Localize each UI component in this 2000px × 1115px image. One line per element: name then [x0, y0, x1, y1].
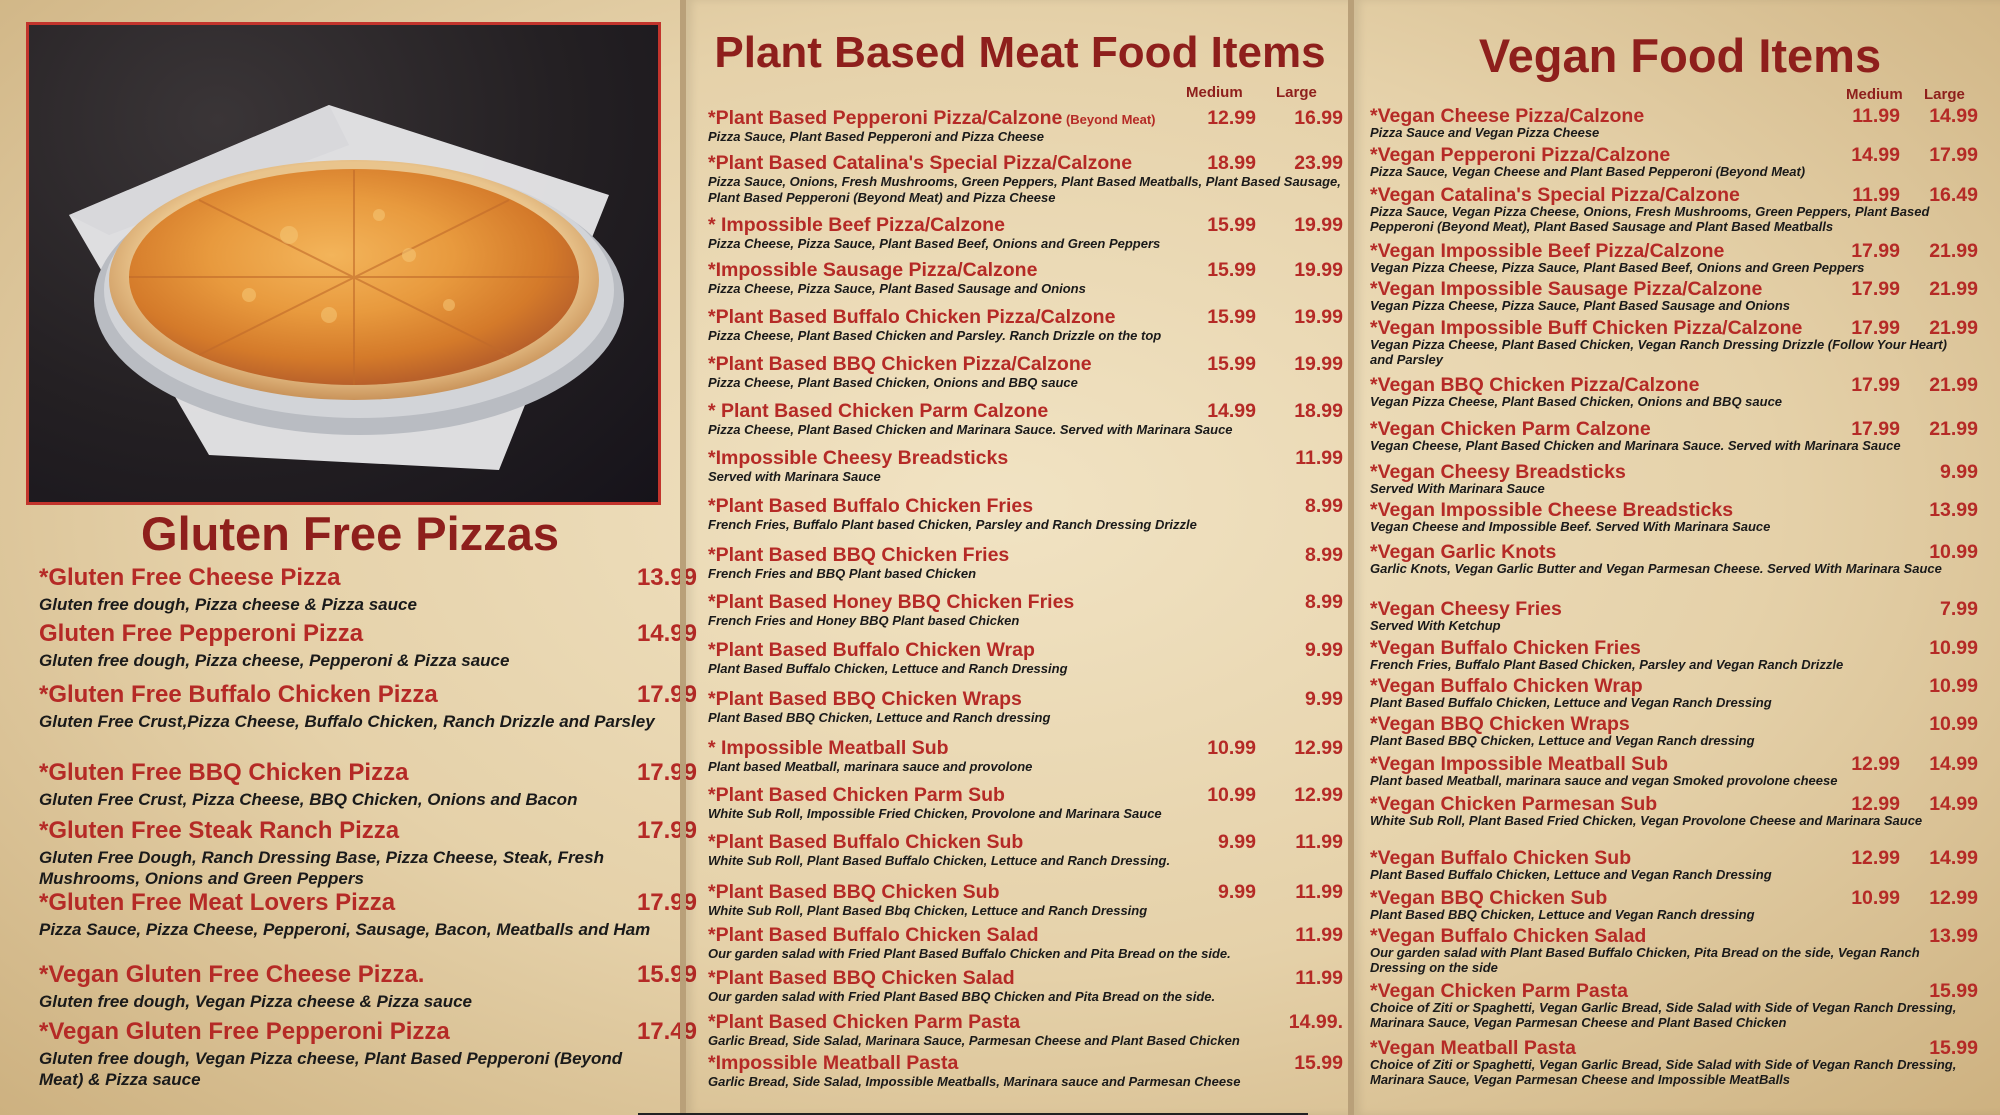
item-name: *Vegan Cheesy Fries [1370, 598, 1562, 620]
item-price: 17.99 [636, 889, 697, 916]
gluten-free-panel [0, 0, 697, 1115]
item-description: Vegan Cheese and Impossible Beef. Served With Marinara Sauce [1370, 519, 1771, 534]
item-description: Served with Marinara Sauce [708, 469, 881, 484]
item-description: Gluten free dough, Vegan Pizza cheese & Pizza sauce [39, 992, 473, 1011]
item-price-large: 7.99 [1940, 598, 1978, 620]
item-price-medium: 15.99 [1207, 259, 1256, 281]
item-name: *Vegan Impossible Sausage Pizza/Calzone [1370, 278, 1763, 300]
item-name: *Vegan Impossible Meatball Sub [1370, 753, 1668, 775]
item-description: French Fries and Honey BBQ Plant based Chicken [708, 613, 1020, 628]
item-price-large: 12.99 [1929, 887, 1978, 909]
item-description: Gluten Free Dough, Ranch Dressing Base, Pizza Cheese, Steak, Fresh Mushrooms, Onions and Green Peppers [39, 848, 604, 888]
item-name: *Plant Based BBQ Chicken Fries [708, 544, 1010, 566]
item-name: *Vegan BBQ Chicken Sub [1370, 887, 1608, 909]
item-price-large: 14.99. [1288, 1011, 1343, 1033]
item-price-medium: 17.99 [1851, 374, 1900, 396]
item-description: Pizza Cheese, Plant Based Chicken, Onions and BBQ sauce [708, 375, 1078, 390]
item-name: *Impossible Cheesy Breadsticks [708, 447, 1009, 469]
item-name: *Plant Based Pepperoni Pizza/Calzone (Beyond Meat) [708, 107, 1156, 129]
item-name: *Plant Based Chicken Parm Pasta [708, 1011, 1021, 1033]
item-price-large: 8.99 [1305, 544, 1343, 566]
item-name: *Plant Based Honey BBQ Chicken Fries [708, 591, 1075, 613]
item-price-medium: 15.99 [1207, 306, 1256, 328]
item-name: *Gluten Free BBQ Chicken Pizza [39, 759, 409, 786]
item-name: *Gluten Free Buffalo Chicken Pizza [39, 681, 438, 708]
item-price: 13.99 [636, 564, 697, 591]
item-price-large: 14.99 [1929, 753, 1978, 775]
item-price-medium: 14.99 [1207, 400, 1256, 422]
item-price: 17.99 [636, 759, 697, 786]
item-name: *Vegan BBQ Chicken Pizza/Calzone [1370, 374, 1700, 396]
item-price-large: 11.99 [1295, 831, 1343, 853]
item-name: *Vegan Impossible Buff Chicken Pizza/Calzone [1370, 317, 1803, 339]
item-price-large: 12.99 [1294, 737, 1343, 759]
item-description: Choice of Ziti or Spaghetti, Vegan Garlic Bread, Side Salad with Side of Vegan Ranch Dressing, Marinara Sauce, Vegan Parmesan Cheese and Impossible MeatBalls [1370, 1057, 1957, 1087]
item-name: *Impossible Meatball Pasta [708, 1052, 959, 1074]
item-price-medium: 12.99 [1851, 753, 1900, 775]
item-price-large: 16.99 [1294, 107, 1343, 129]
item-price-large: 14.99 [1929, 793, 1978, 815]
item-price-large: 11.99 [1295, 924, 1343, 946]
item-name: *Plant Based Buffalo Chicken Sub [708, 831, 1024, 853]
item-name: *Vegan Gluten Free Pepperoni Pizza [39, 1018, 450, 1045]
item-price-large: 9.99 [1940, 461, 1978, 483]
item-description: Plant Based Buffalo Chicken, Lettuce and Vegan Ranch Dressing [1370, 695, 1772, 710]
item-price-large: 21.99 [1929, 278, 1978, 300]
item-price-large: 15.99 [1929, 1037, 1978, 1059]
item-description: Plant Based BBQ Chicken, Lettuce and Vegan Ranch dressing [1370, 907, 1755, 922]
item-description: Plant Based Buffalo Chicken, Lettuce and Vegan Ranch Dressing [1370, 867, 1772, 882]
vegan-panel [1348, 0, 2000, 1115]
item-price-large: 19.99 [1294, 214, 1343, 236]
item-description: White Sub Roll, Impossible Fried Chicken, Provolone and Marinara Sauce [708, 806, 1162, 821]
item-description: Vegan Cheese, Plant Based Chicken and Marinara Sauce. Served with Marinara Sauce [1370, 438, 1901, 453]
item-description: Pizza Sauce, Pizza Cheese, Pepperoni, Sausage, Bacon, Meatballs and Ham [39, 920, 651, 939]
item-price-large: 13.99 [1929, 499, 1978, 521]
item-description: Served With Marinara Sauce [1370, 481, 1545, 496]
item-price-medium: 10.99 [1851, 887, 1900, 909]
item-description: Our garden salad with Fried Plant Based BBQ Chicken and Pita Bread on the side. [708, 989, 1216, 1004]
item-name-suffix: (Beyond Meat) [1062, 112, 1156, 127]
item-description: Gluten Free Crust, Pizza Cheese, BBQ Chicken, Onions and Bacon [39, 790, 578, 809]
item-price-large: 9.99 [1305, 639, 1343, 661]
item-description: Pizza Sauce, Plant Based Pepperoni and Pizza Cheese [708, 129, 1044, 144]
item-name: *Vegan Buffalo Chicken Fries [1370, 637, 1641, 659]
item-description: Our garden salad with Plant Based Buffalo Chicken, Pita Bread on the side, Vegan Ranch Dressing on the side [1370, 945, 1920, 975]
item-description: Pizza Sauce, Onions, Fresh Mushrooms, Green Peppers, Plant Based Meatballs, Plant Based Sausage, Plant Based Pepperoni (Beyond Meat) and Pizza Cheese [708, 174, 1341, 205]
item-name: *Vegan Impossible Cheese Breadsticks [1370, 499, 1734, 521]
item-price-large: 21.99 [1929, 317, 1978, 339]
item-name: *Gluten Free Steak Ranch Pizza [39, 817, 400, 844]
item-name: *Vegan Chicken Parmesan Sub [1370, 793, 1658, 815]
plant-based-title: Plant Based Meat Food Items [714, 28, 1326, 77]
item-name: *Impossible Sausage Pizza/Calzone [708, 259, 1038, 281]
item-price: 17.99 [636, 817, 697, 844]
item-price-large: 21.99 [1929, 240, 1978, 262]
item-price-large: 18.99 [1294, 400, 1343, 422]
item-price-large: 10.99 [1929, 713, 1978, 735]
item-price-medium: 18.99 [1207, 152, 1256, 174]
item-description: Pizza Sauce and Vegan Pizza Cheese [1370, 125, 1600, 140]
item-name: *Plant Based BBQ Chicken Pizza/Calzone [708, 353, 1092, 375]
item-description: Choice of Ziti or Spaghetti, Vegan Garlic Bread, Side Salad with Side of Vegan Ranch Dressing, Marinara Sauce, Vegan Parmesan Cheese and Plant Based Chicken [1370, 1000, 1957, 1030]
pizza-image-icon [29, 25, 658, 502]
item-description: Plant Based Buffalo Chicken, Lettuce and Ranch Dressing [708, 661, 1068, 676]
item-price-large: 16.49 [1929, 184, 1978, 206]
item-name: *Plant Based BBQ Chicken Salad [708, 967, 1015, 989]
item-name: *Vegan Chicken Parm Calzone [1370, 418, 1651, 440]
item-name: *Vegan Cheese Pizza/Calzone [1370, 105, 1645, 127]
item-description: Gluten free dough, Pizza cheese, Pepperoni & Pizza sauce [39, 651, 510, 670]
item-name: *Vegan Buffalo Chicken Salad [1370, 925, 1647, 947]
item-price-large: 9.99 [1305, 688, 1343, 710]
item-description: Pizza Sauce, Vegan Pizza Cheese, Onions, Fresh Mushrooms, Green Peppers, Plant Based Pepperoni (Beyond Meat), Plant Based Sausage and Plant Based Meatballs [1370, 204, 1930, 234]
item-price-medium: 17.99 [1851, 317, 1900, 339]
item-description: Garlic Bread, Side Salad, Impossible Meatballs, Marinara sauce and Parmesan Cheese [708, 1074, 1241, 1089]
item-description: Pizza Cheese, Pizza Sauce, Plant Based Sausage and Onions [708, 281, 1086, 296]
item-description: Vegan Pizza Cheese, Plant Based Chicken, Vegan Ranch Dressing Drizzle (Follow Your Heart) and Parsley [1370, 337, 1947, 367]
item-name: *Vegan Catalina's Special Pizza/Calzone [1370, 184, 1740, 206]
item-description: Plant Based BBQ Chicken, Lettuce and Vegan Ranch dressing [1370, 733, 1755, 748]
item-name: *Gluten Free Meat Lovers Pizza [39, 889, 396, 916]
item-name: *Vegan Buffalo Chicken Wrap [1370, 675, 1643, 697]
vegan-large-header: Large [1924, 86, 1965, 103]
item-price-large: 8.99 [1305, 495, 1343, 517]
item-description: Gluten Free Crust,Pizza Cheese, Buffalo Chicken, Ranch Drizzle and Parsley [39, 712, 655, 731]
item-price-medium: 12.99 [1207, 107, 1256, 129]
item-name: *Plant Based BBQ Chicken Wraps [708, 688, 1022, 710]
item-price-medium: 15.99 [1207, 353, 1256, 375]
item-price-medium: 17.99 [1851, 278, 1900, 300]
item-price-large: 11.99 [1295, 967, 1343, 989]
plant-based-large-header: Large [1276, 84, 1317, 101]
item-price-large: 14.99 [1929, 847, 1978, 869]
item-name: *Plant Based Buffalo Chicken Pizza/Calzone [708, 306, 1116, 328]
item-price-large: 13.99 [1929, 925, 1978, 947]
item-name: Gluten Free Pepperoni Pizza [39, 620, 364, 647]
item-description: French Fries, Buffalo Plant based Chicken, Parsley and Ranch Dressing Drizzle [708, 517, 1197, 532]
item-name: *Vegan BBQ Chicken Wraps [1370, 713, 1630, 735]
item-price-large: 10.99 [1929, 675, 1978, 697]
item-price: 15.99 [636, 961, 697, 988]
item-description: Served With Ketchup [1370, 618, 1501, 633]
item-name: *Plant Based Buffalo Chicken Wrap [708, 639, 1035, 661]
item-description: Our garden salad with Fried Plant Based Buffalo Chicken and Pita Bread on the side. [708, 946, 1231, 961]
item-description: Vegan Pizza Cheese, Plant Based Chicken, Onions and BBQ sauce [1370, 394, 1783, 409]
item-name: * Plant Based Chicken Parm Calzone [708, 400, 1049, 422]
item-description: White Sub Roll, Plant Based Fried Chicken, Vegan Provolone Cheese and Marinara Sauce [1370, 813, 1923, 828]
item-price: 17.49 [636, 1018, 697, 1045]
item-description: French Fries, Buffalo Plant Based Chicken, Parsley and Vegan Ranch Drizzle [1370, 657, 1844, 672]
item-description: Pizza Cheese, Plant Based Chicken and Marinara Sauce. Served with Marinara Sauce [708, 422, 1233, 437]
item-name: *Vegan Meatball Pasta [1370, 1037, 1576, 1059]
item-price-medium: 14.99 [1851, 144, 1900, 166]
item-name: *Vegan Impossible Beef Pizza/Calzone [1370, 240, 1725, 262]
item-price-large: 11.99 [1295, 447, 1343, 469]
item-description: Pizza Cheese, Pizza Sauce, Plant Based Beef, Onions and Green Peppers [708, 236, 1161, 251]
item-price-large: 21.99 [1929, 418, 1978, 440]
item-price-large: 10.99 [1929, 541, 1978, 563]
item-price-large: 10.99 [1929, 637, 1978, 659]
item-price-large: 8.99 [1305, 591, 1343, 613]
item-name: *Plant Based Buffalo Chicken Fries [708, 495, 1034, 517]
item-price-large: 23.99 [1294, 152, 1343, 174]
item-price: 17.99 [636, 681, 697, 708]
item-name: * Impossible Beef Pizza/Calzone [708, 214, 1005, 236]
item-name: *Vegan Chicken Parm Pasta [1370, 980, 1628, 1002]
item-description: Garlic Bread, Side Salad, Marinara Sauce, Parmesan Cheese and Plant Based Chicken [708, 1033, 1240, 1048]
item-price-medium: 10.99 [1207, 737, 1256, 759]
item-price-large: 17.99 [1929, 144, 1978, 166]
item-description: French Fries and BBQ Plant based Chicken [708, 566, 977, 581]
pizza-photo [26, 22, 661, 505]
item-price-large: 11.99 [1295, 881, 1343, 903]
item-name: *Vegan Cheesy Breadsticks [1370, 461, 1626, 483]
vegan-medium-header: Medium [1846, 86, 1903, 103]
item-description: Gluten free dough, Pizza cheese & Pizza sauce [39, 595, 417, 614]
item-description: Pizza Sauce, Vegan Cheese and Plant Based Pepperoni (Beyond Meat) [1370, 164, 1806, 179]
item-name: *Plant Based Catalina's Special Pizza/Calzone [708, 152, 1133, 174]
item-name: *Vegan Garlic Knots [1370, 541, 1557, 563]
item-price: 14.99 [636, 620, 697, 647]
item-name: *Plant Based BBQ Chicken Sub [708, 881, 1000, 903]
item-price-large: 19.99 [1294, 306, 1343, 328]
item-price-large: 15.99 [1294, 1052, 1343, 1074]
item-price-medium: 17.99 [1851, 418, 1900, 440]
item-price-large: 19.99 [1294, 353, 1343, 375]
item-price-medium: 11.99 [1852, 105, 1900, 127]
item-price-large: 14.99 [1929, 105, 1978, 127]
item-description: Vegan Pizza Cheese, Pizza Sauce, Plant Based Sausage and Onions [1370, 298, 1790, 313]
vegan-title: Vegan Food Items [1478, 29, 1882, 82]
item-price-medium: 9.99 [1218, 831, 1256, 853]
item-description: Gluten free dough, Vegan Pizza cheese, Plant Based Pepperoni (Beyond Meat) & Pizza sauce [39, 1049, 623, 1089]
item-price-medium: 15.99 [1207, 214, 1256, 236]
item-description: Plant based Meatball, marinara sauce and vegan Smoked provolone cheese [1370, 773, 1838, 788]
item-price-large: 15.99 [1929, 980, 1978, 1002]
gluten-free-title: Gluten Free Pizzas [141, 507, 559, 560]
item-description: Plant Based BBQ Chicken, Lettuce and Ranch dressing [708, 710, 1051, 725]
item-name: *Plant Based Chicken Parm Sub [708, 784, 1005, 806]
item-description: Garlic Knots, Vegan Garlic Butter and Vegan Parmesan Cheese. Served With Marinara Sauce [1370, 561, 1942, 576]
item-price-large: 19.99 [1294, 259, 1343, 281]
item-price-medium: 17.99 [1851, 240, 1900, 262]
item-name: *Gluten Free Cheese Pizza [39, 564, 341, 591]
item-price-medium: 9.99 [1218, 881, 1256, 903]
item-description: White Sub Roll, Plant Based Bbq Chicken, Lettuce and Ranch Dressing [708, 903, 1148, 918]
item-description: Plant based Meatball, marinara sauce and provolone [708, 759, 1033, 774]
item-description: Pizza Cheese, Plant Based Chicken and Parsley. Ranch Drizzle on the top [708, 328, 1162, 343]
item-name: * Impossible Meatball Sub [708, 737, 949, 759]
item-price-large: 21.99 [1929, 374, 1978, 396]
item-name: *Vegan Pepperoni Pizza/Calzone [1370, 144, 1671, 166]
item-price-medium: 11.99 [1852, 184, 1900, 206]
item-name: *Plant Based Buffalo Chicken Salad [708, 924, 1039, 946]
plant-based-medium-header: Medium [1186, 84, 1243, 101]
item-name: *Vegan Gluten Free Cheese Pizza. [39, 961, 425, 988]
item-description: Vegan Pizza Cheese, Pizza Sauce, Plant Based Beef, Onions and Green Peppers [1370, 260, 1865, 275]
item-name: *Vegan Buffalo Chicken Sub [1370, 847, 1632, 869]
item-price-medium: 12.99 [1851, 793, 1900, 815]
item-price-medium: 12.99 [1851, 847, 1900, 869]
item-price-large: 12.99 [1294, 784, 1343, 806]
plant-based-panel [680, 0, 1354, 1115]
item-price-medium: 10.99 [1207, 784, 1256, 806]
item-description: White Sub Roll, Plant Based Buffalo Chicken, Lettuce and Ranch Dressing. [708, 853, 1171, 868]
